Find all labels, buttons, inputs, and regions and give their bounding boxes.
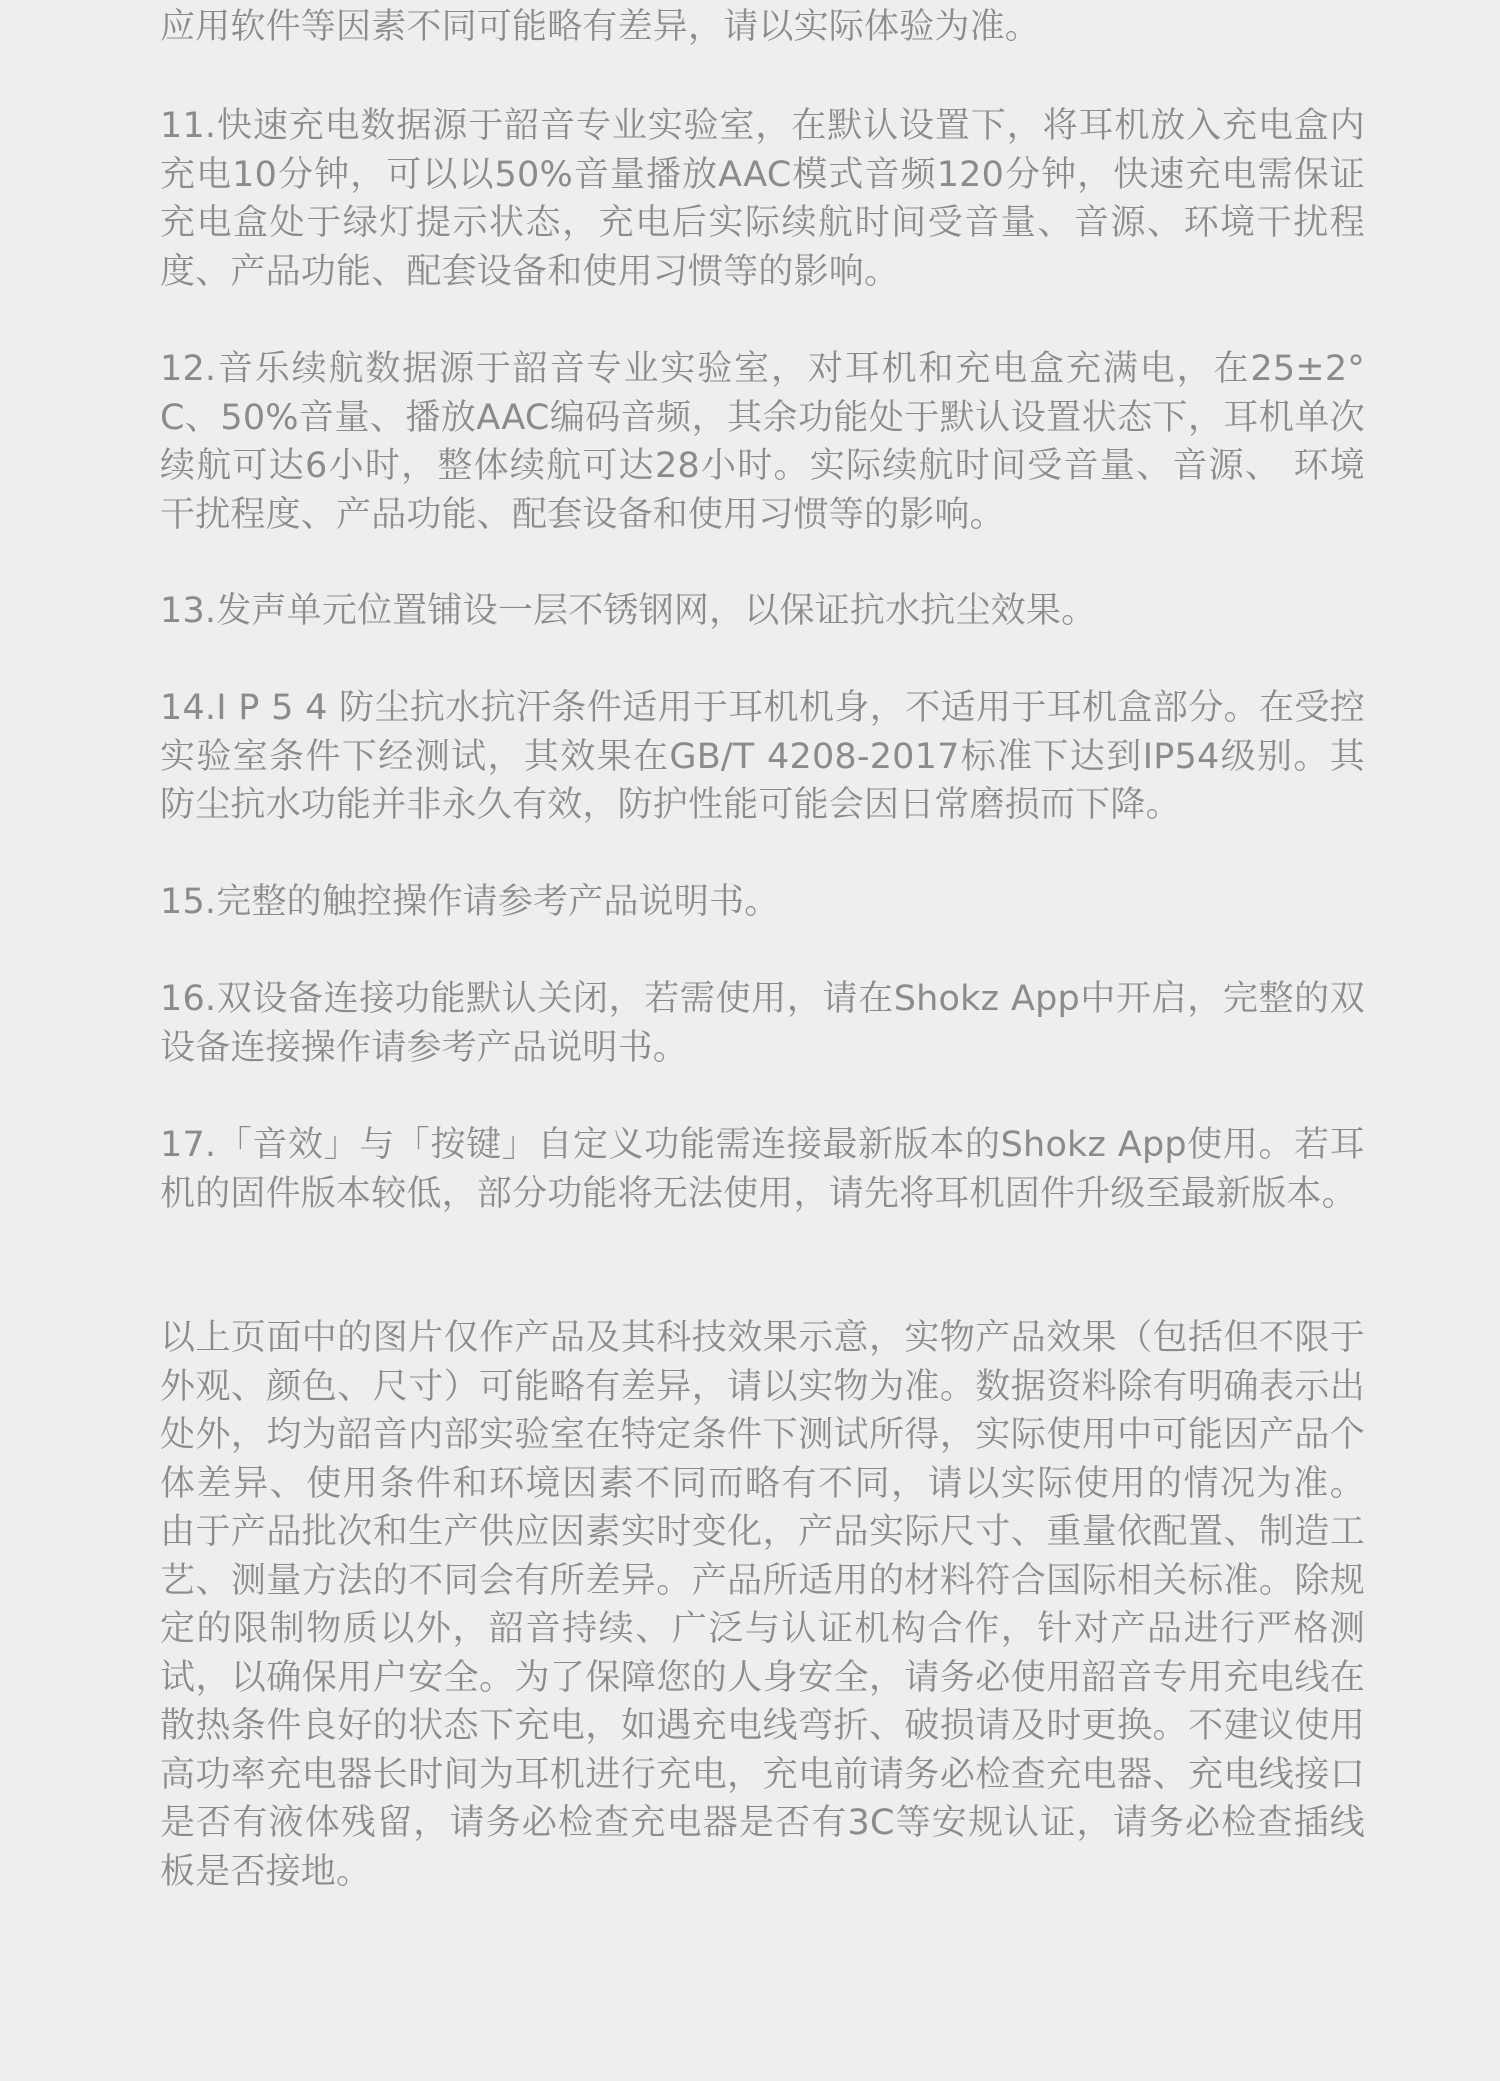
note-14-ip54: 14.I P 5 4 防尘抗水抗汗条件适用于耳机机身，不适用于耳机盒部分。在受控实验室条件下经测试，其效果在GB/T 4208-2017标准下达到IP54级别。其防尘抗水功能并非永久有效，防护性能可能会因日常磨损而下降。 <box>160 688 1365 825</box>
note-12-battery-life: 12.音乐续航数据源于韶音专业实验室，对耳机和充电盒充满电，在25±2°C、50%音量、播放AAC编码音频，其余功能处于默认设置状态下，耳机单次续航可达6小时，整体续航可达28小时。实际续航时间受音量、音源、 环境干扰程度、产品功能、配套设备和使用习惯等的影响。 <box>160 349 1365 535</box>
legal-disclaimer: 以上页面中的图片仅作产品及其科技效果示意，实物产品效果（包括但不限于外观、颜色、尺寸）可能略有差异，请以实物为准。数据资料除有明确表示出处外，均为韶音内部实验室在特定条件下测试所得，实际使用中可能因产品个体差异、使用条件和环境因素不同而略有不同，请以实际使用的情况为准。 由于产品批次和生产供应因素实时变化，产品实际尺寸、重量依配置、制造工艺、测量方法的不同会有所差异。产品所适用的材料符合国际相关标准。除规定的限制物质以外，韶音持续、广泛与认证机构合作，针对产品进行严格测试，以确保用户安全。为了保障您的人身安全，请务必使用韶音专用充电线在散热条件良好的状态下充电，如遇充电线弯折、破损请及时更换。不建议使用高功率充电器长时间为耳机进行充电，充电前请务必检查充电器、充电线接口是否有液体残留，请务必检查充电器是否有3C等安规认证，请务必检查插线板是否接地。 <box>160 1318 1365 1892</box>
note-intro-tail: 应用软件等因素不同可能略有差异，请以实际体验为准。 <box>160 7 1041 47</box>
note-16-dual-device: 16.双设备连接功能默认关闭，若需使用，请在Shokz App中开启，完整的双设备连接操作请参考产品说明书。 <box>160 979 1365 1068</box>
note-17-app-features: 17.「音效」与「按键」自定义功能需连接最新版本的Shokz App使用。若耳机的固件版本较低，部分功能将无法使用，请先将耳机固件升级至最新版本。 <box>160 1125 1365 1214</box>
note-11-fast-charge: 11.快速充电数据源于韶音专业实验室，在默认设置下，将耳机放入充电盒内充电10分钟，可以以50%音量播放AAC模式音频120分钟，快速充电需保证充电盒处于绿灯提示状态，充电后实际续航时间受音量、音源、环境干扰程度、产品功能、配套设备和使用习惯等的影响。 <box>160 106 1365 292</box>
note-15-touch-controls: 15.完整的触控操作请参考产品说明书。 <box>160 882 780 922</box>
note-13-steel-mesh: 13.发声单元位置铺设一层不锈钢网，以保证抗水抗尘效果。 <box>160 591 1097 631</box>
